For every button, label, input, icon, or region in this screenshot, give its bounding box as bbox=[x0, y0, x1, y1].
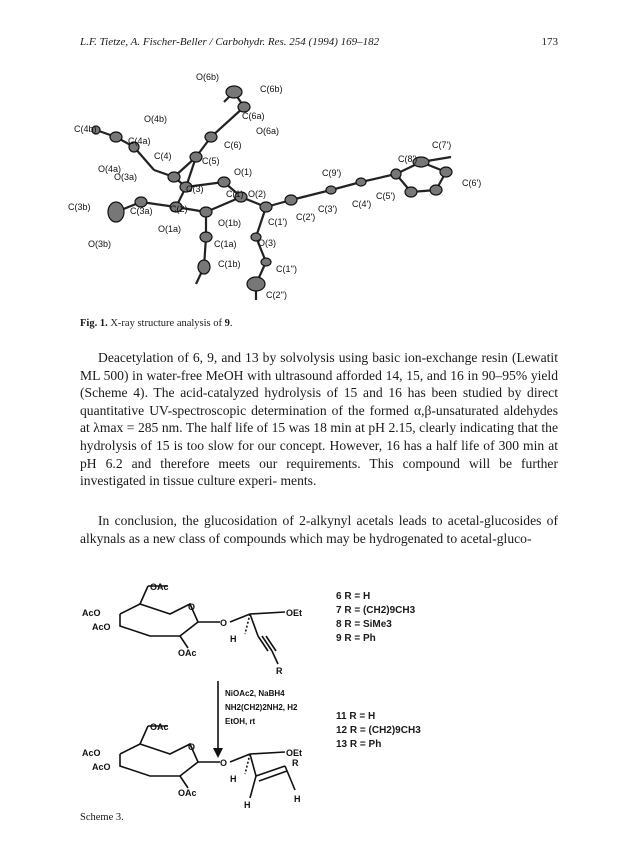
label-r: R bbox=[276, 666, 283, 676]
r-group-list-top bbox=[336, 590, 415, 646]
xray-structure-figure bbox=[66, 62, 526, 312]
text-line: (Lewatit ML 500) in water-free MeOH with ultrasound afforded 14, 15, and 16 in bbox=[80, 350, 558, 383]
atom-label: C(4b) bbox=[74, 124, 97, 134]
page-number: 173 bbox=[541, 36, 558, 48]
bottom-structure bbox=[120, 726, 295, 798]
paragraph-deacetylation bbox=[80, 349, 558, 490]
caption-text: X-ray structure analysis of bbox=[110, 318, 223, 329]
text-line: 2.15, clearly indicating that the hydrolysis of 15 is too slow for our concept. bbox=[80, 420, 558, 453]
text-line: studied by direct quantitative UV-spectroscopic determination of the formed bbox=[80, 385, 558, 418]
figure-caption: Fig. 1. X-ray structure analysis of 9. bbox=[80, 318, 233, 329]
label-oac: OAc bbox=[178, 788, 197, 798]
atom-label: C(4) bbox=[154, 151, 172, 161]
reagent-line: NH2(CH2)2NH2, H2 bbox=[225, 703, 298, 712]
r-group-entry: 11 R = H bbox=[336, 711, 376, 722]
atom-label: O(3) bbox=[258, 238, 276, 248]
atom-label: O(1a) bbox=[158, 224, 182, 234]
reagent-line: NiOAc2, NaBH4 bbox=[225, 689, 285, 698]
atom-label: O(4a) bbox=[98, 164, 122, 174]
atom-label: C(8') bbox=[398, 154, 418, 164]
label-oet: OEt bbox=[286, 748, 303, 758]
label-oac: OAc bbox=[178, 648, 197, 658]
label-o-link: O bbox=[220, 618, 228, 628]
label-r: R bbox=[292, 758, 299, 768]
atom-label: O(4b) bbox=[144, 114, 168, 124]
atom-label: O(6b) bbox=[196, 72, 220, 82]
label-oet: OEt bbox=[286, 608, 303, 618]
label-aco: AcO bbox=[82, 608, 101, 618]
r-group-entry: 13 R = Ph bbox=[336, 739, 382, 750]
atom-label: O(3b) bbox=[88, 239, 112, 249]
reaction-conditions bbox=[225, 689, 298, 726]
atom-label: O(3a) bbox=[114, 172, 138, 182]
atom-label: O(6a) bbox=[256, 126, 280, 136]
atom-label: C(5) bbox=[202, 156, 220, 166]
r-group-entry: 8 R = SiMe3 bbox=[336, 619, 392, 630]
atom-label: C(1) bbox=[226, 189, 244, 199]
top-structure-labels bbox=[82, 582, 302, 676]
label-o-ring: O bbox=[188, 602, 196, 612]
reagent-line: EtOH, rt bbox=[225, 717, 256, 726]
label-h: H bbox=[294, 794, 301, 804]
paragraph-conclusion bbox=[80, 512, 558, 547]
atom-label: C(6a) bbox=[242, 111, 265, 121]
atom-labels bbox=[68, 72, 481, 300]
label-aco: AcO bbox=[92, 622, 111, 632]
label-o-link: O bbox=[220, 758, 228, 768]
text-line: However, 16 has a half life of 300 min at pH 6.2 and therefore meets our bbox=[80, 437, 558, 471]
label-aco: AcO bbox=[92, 762, 111, 772]
reaction-arrow bbox=[213, 681, 223, 758]
atom-label: C(3') bbox=[318, 204, 338, 214]
atom-label: C(1') bbox=[268, 217, 288, 227]
text-line: alkynals as a new class of compounds which may be hydrogenated to acetal-gluco- bbox=[80, 530, 532, 546]
atom-label: O(1) bbox=[234, 167, 252, 177]
label-h: H bbox=[230, 634, 237, 644]
label-oac: OAc bbox=[150, 722, 169, 732]
atom-label: O(1b) bbox=[218, 218, 242, 228]
atom-label: C(6b) bbox=[260, 84, 283, 94]
atom-label: C(4a) bbox=[128, 136, 151, 146]
atom-label: C(1a) bbox=[214, 239, 237, 249]
atom-label: C(9') bbox=[322, 168, 342, 178]
text-line: In conclusion, the glucosidation of 2-alkynyl acetals leads to acetal-glucosides of bbox=[98, 513, 558, 528]
text-line: requirements. This compound will be further investigated in tissue culture experi- bbox=[80, 455, 558, 489]
atom-label: C(6) bbox=[224, 140, 242, 150]
caption-compound: 9 bbox=[224, 318, 230, 329]
atom-label: C(6') bbox=[462, 178, 482, 188]
atom-label: C(4') bbox=[352, 199, 372, 209]
atom-label: C(1'') bbox=[276, 264, 297, 274]
text-line: Deacetylation of 6, 9, and 13 by solvolysis using basic ion-exchange resin bbox=[98, 350, 508, 365]
r-group-entry: 9 R = Ph bbox=[336, 633, 376, 644]
label-h: H bbox=[230, 774, 237, 784]
atom-label: O(2) bbox=[248, 189, 266, 199]
atom-label: C(2) bbox=[170, 204, 188, 214]
atom-label: C(2') bbox=[296, 212, 316, 222]
text-line: ments. bbox=[280, 473, 317, 489]
atom-label: C(2'') bbox=[266, 290, 287, 300]
top-structure bbox=[120, 586, 285, 664]
caption-label: Fig. 1. bbox=[80, 318, 108, 329]
atom-label: C(3b) bbox=[68, 202, 91, 212]
label-o-ring: O bbox=[188, 742, 196, 752]
atom-label: C(5') bbox=[376, 191, 396, 201]
label-oac: OAc bbox=[150, 582, 169, 592]
scheme-3-diagram bbox=[80, 576, 558, 816]
text-line: α,β-unsaturated aldehydes at λmax = 285 nm. The half life of 15 was 18 min at pH bbox=[80, 402, 558, 436]
r-group-list-bottom bbox=[336, 710, 421, 752]
atom-label: C(1b) bbox=[218, 259, 241, 269]
text-line: 90–95% yield (Scheme 4). The acid-catalyzed hydrolysis of 15 and 16 has been bbox=[80, 367, 559, 401]
r-group-entry: 7 R = (CH2)9CH3 bbox=[336, 605, 416, 616]
r-group-entry: 6 R = H bbox=[336, 591, 371, 602]
scheme-caption: Scheme 3. bbox=[80, 812, 124, 823]
label-h: H bbox=[244, 800, 251, 810]
atom-label: C(3) bbox=[186, 184, 204, 194]
running-header: L.F. Tietze, A. Fischer-Beller / Carbohydr. Res. 254 (1994) 169–182 bbox=[80, 36, 380, 48]
r-group-entry: 12 R = (CH2)9CH3 bbox=[336, 725, 421, 736]
atom-label: C(7') bbox=[432, 140, 452, 150]
label-aco: AcO bbox=[82, 748, 101, 758]
atom-label: C(3a) bbox=[130, 206, 153, 216]
